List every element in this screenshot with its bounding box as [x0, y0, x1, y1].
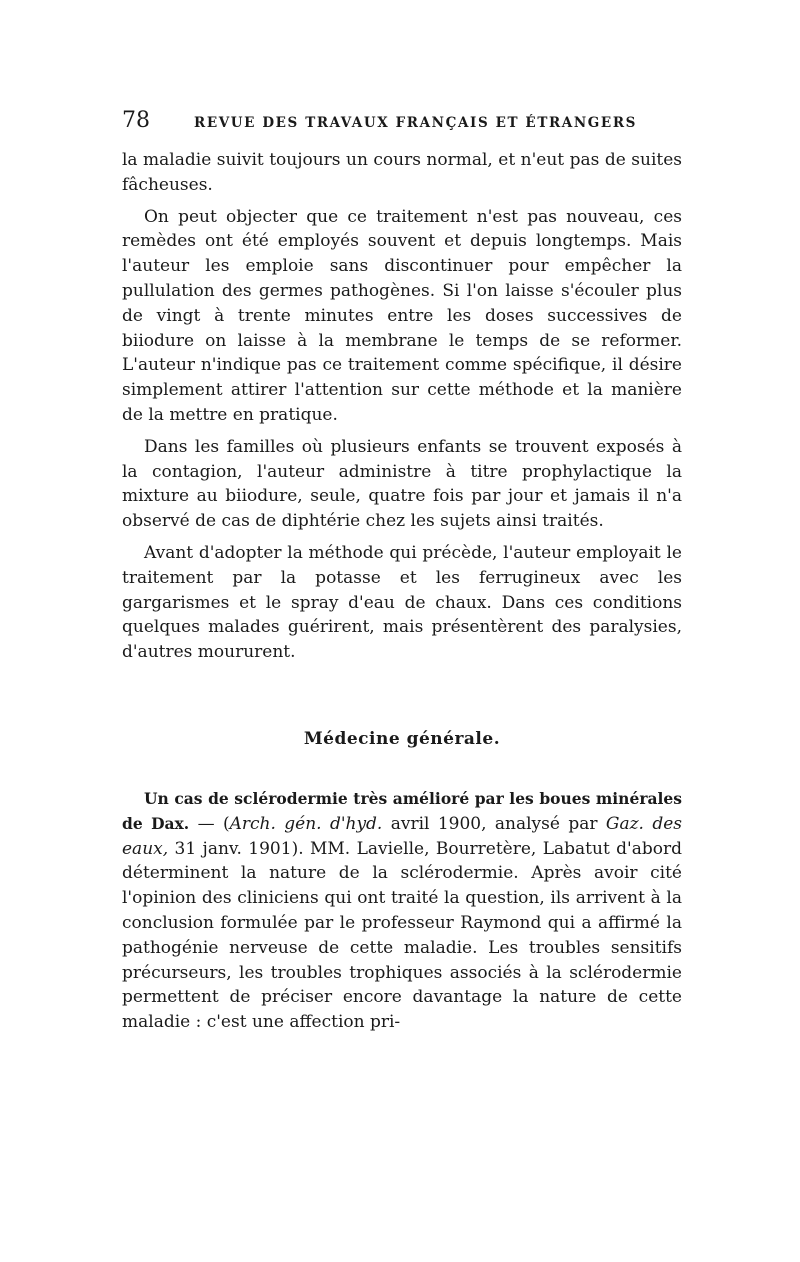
article-dash: — (: [189, 813, 230, 834]
paragraph-1: la maladie suivit toujours un cours normal, et n'eut pas de suites fâcheuses.: [122, 150, 682, 195]
paragraph-2: On peut objecter que ce traitement n'est pas nouveau, ces remèdes ont été employés souvent et depuis longtemps. Mais l'auteur les emploie sans discontinuer pour empêcher la pullulation des germes pathogènes. Si l'on laisse s'écouler plus de vingt à trente minutes entre les doses successives de biiodure on laisse à la membrane le temps de se reformer. L'auteur n'indique pas ce traitement comme spécifique, il désire simplement attirer l'attention sur cette méthode et la manière de la mettre en pratique.: [122, 206, 682, 425]
article-source-2: Gaz. des eaux,: [122, 813, 682, 859]
running-head: [122, 108, 682, 148]
article-text-1: avril 1900, analysé par: [382, 813, 606, 834]
page-number: 78: [122, 108, 150, 133]
article-source-1: Arch. gén. d'hyd.: [229, 813, 383, 834]
article-title: Un cas de sclérodermie très amélioré par les boues minérales de Dax.: [122, 788, 682, 833]
section-heading: Médecine générale.: [303, 728, 501, 749]
article-text-2: 31 janv. 1901). MM. Lavielle, Bourretère, Labatut d'abord déterminent la nature de la sclérodermie. Après avoir cité l'opinion des cliniciens qui ont traité la question, ils arrivent à la conclusion formulée par le professeur Raymond qui a affirmé la pathogénie nerveuse de cette maladie. Les troubles sensitifs précurseurs, les troubles trophiques associés à la sclérodermie permettent de préciser encore davantage la nature de cette maladie : c'est une affection pri-: [122, 838, 682, 1033]
paragraph-4: Avant d'adopter la méthode qui précède, l'auteur employait le traitement par la potasse et les ferrugineux avec les gargarismes et le spray d'eau de chaux. Dans ces conditions quelques malades guérirent, mais présentèrent des paralysies, d'autres moururent.: [122, 542, 682, 663]
article-paragraph: [122, 787, 682, 1035]
paragraph-3: Dans les familles où plusieurs enfants se trouvent exposés à la contagion, l'auteur administre à titre prophylactique la mixture au biiodure, seule, quatre fois par jour et jamais il n'a observé de cas de diphtérie chez les sujets ainsi traités.: [122, 436, 682, 532]
page: [122, 108, 682, 1035]
journal-title: REVUE DES TRAVAUX FRANÇAIS ET ÉTRANGERS: [194, 115, 637, 131]
